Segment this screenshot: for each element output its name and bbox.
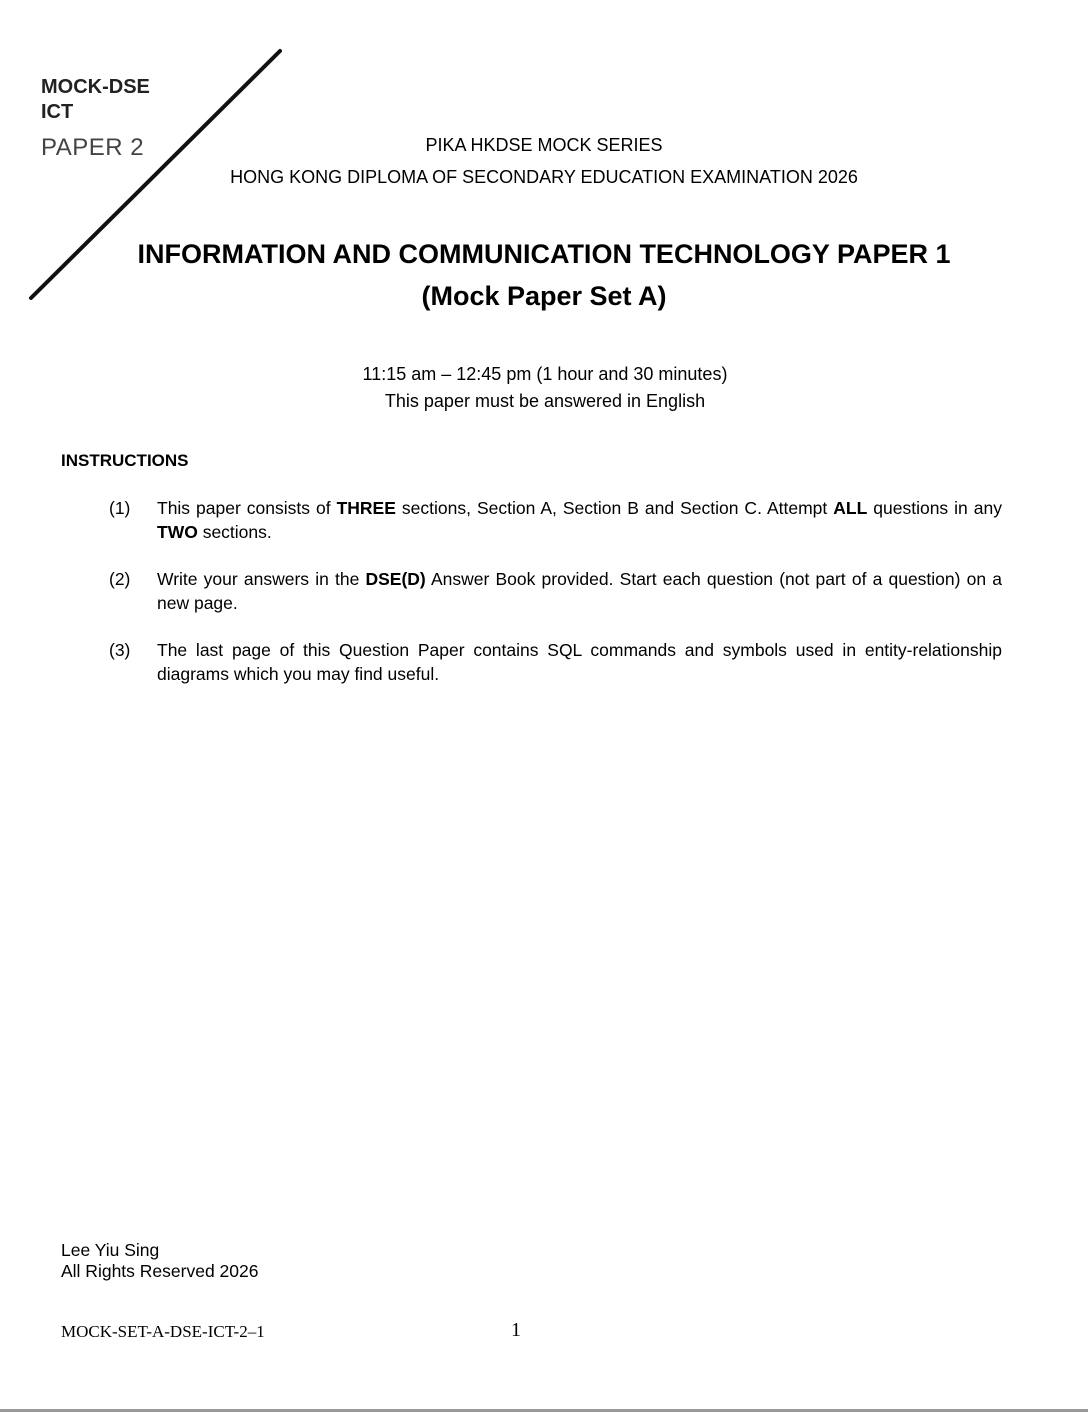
- corner-line-2: ICT: [41, 101, 74, 123]
- instruction-text: The last page of this Question Paper contains SQL commands and symbols used in entity-relationship diagrams which you may find useful.: [157, 640, 1002, 684]
- instruction-number: (1): [109, 498, 131, 518]
- instruction-text: Write your answers in the DSE(D) Answer Book provided. Start each question (not part of a question) on a new page.: [157, 569, 1002, 613]
- paper-subtitle: (Mock Paper Set A): [421, 281, 667, 311]
- copyright-line: All Rights Reserved 2026: [61, 1261, 259, 1281]
- corner-line-1: MOCK-DSE: [41, 76, 150, 98]
- instruction-text: This paper consists of THREE sections, Section A, Section B and Section C. Attempt ALL questions in any TWO sections.: [157, 498, 1002, 542]
- paper-code: MOCK-SET-A-DSE-ICT-2–1: [61, 1322, 265, 1341]
- instructions-heading: INSTRUCTIONS: [61, 451, 189, 470]
- series-title: PIKA HKDSE MOCK SERIES: [425, 135, 663, 155]
- exam-duration: 11:15 am – 12:45 pm (1 hour and 30 minutes): [362, 364, 728, 384]
- exam-title: HONG KONG DIPLOMA OF SECONDARY EDUCATION EXAMINATION 2026: [230, 167, 858, 187]
- instruction-item-1: [109, 496, 1002, 544]
- language-note: This paper must be answered in English: [384, 391, 706, 411]
- instruction-number: (3): [109, 640, 131, 660]
- author-block: [61, 1240, 258, 1282]
- instruction-number: (2): [109, 569, 131, 589]
- paper-title: INFORMATION AND COMMUNICATION TECHNOLOGY PAPER 1: [137, 239, 951, 269]
- instruction-item-2: [109, 567, 1002, 615]
- page-number: 1: [511, 1319, 521, 1341]
- author-name: Lee Yiu Sing: [61, 1240, 160, 1260]
- corner-paper-label: PAPER 2: [41, 134, 145, 161]
- instruction-item-3: [109, 638, 1002, 686]
